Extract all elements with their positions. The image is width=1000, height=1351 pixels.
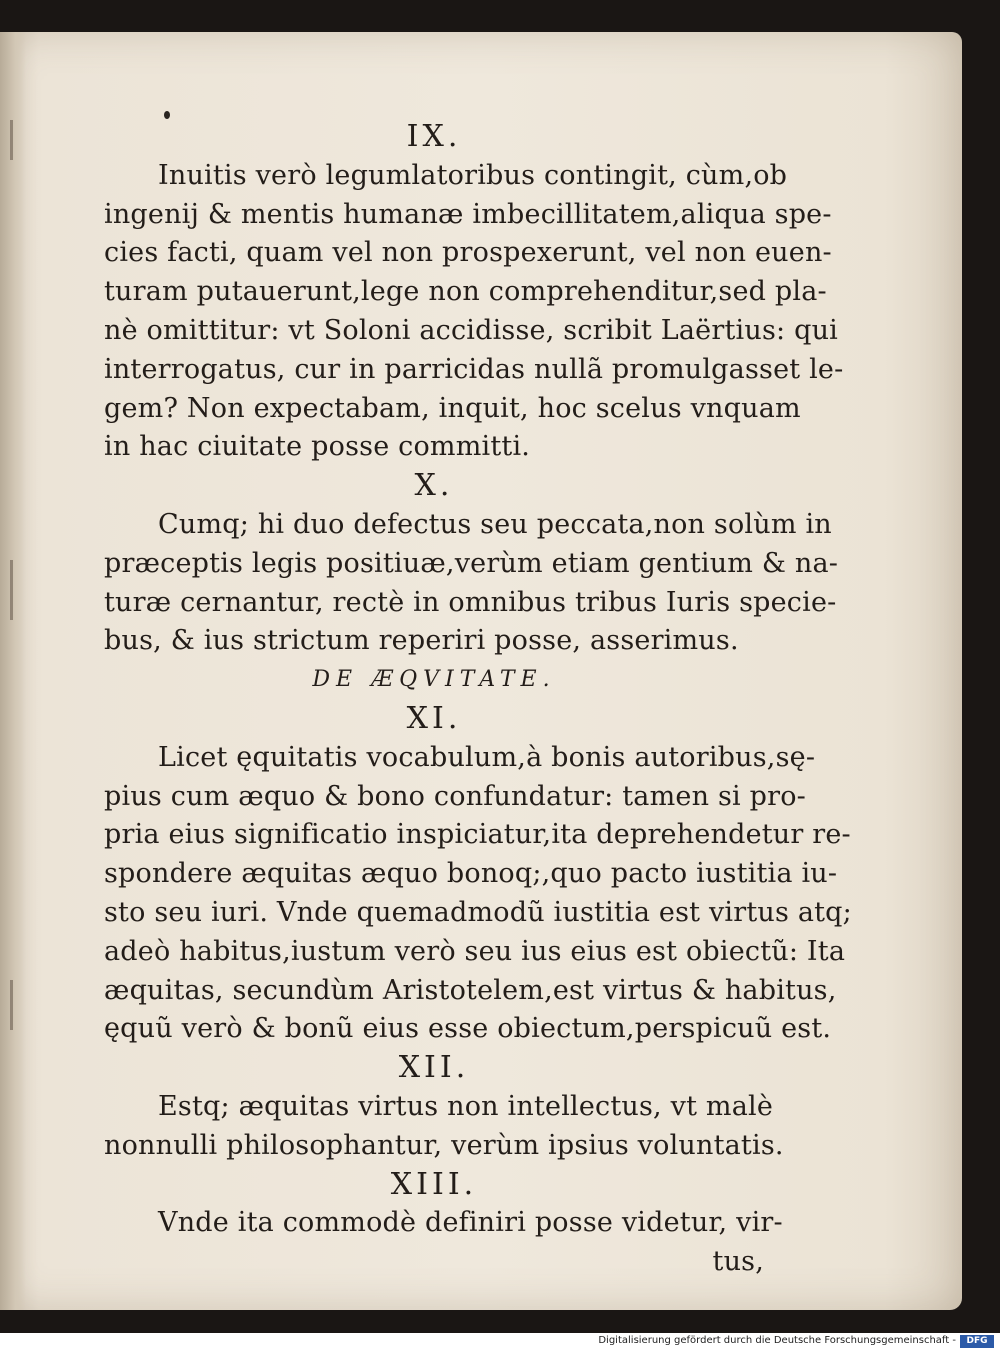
text-line: ęquũ verò & bonũ eius esse obiectum,perspicuũ est. xyxy=(104,1013,832,1045)
dfg-logo: DFG xyxy=(960,1335,994,1348)
chapter-title: DE ÆQVITATE. xyxy=(312,667,556,693)
section-heading: X. xyxy=(414,468,454,504)
text-line: in hac ciuitate posse committi. xyxy=(104,431,531,463)
section-heading: IX. xyxy=(406,119,462,154)
text-line: interrogatus, cur in parricidas nullã promulgasset le- xyxy=(104,353,844,385)
text-line: cies facti, quam vel non prospexerunt, vel non euen- xyxy=(104,237,832,269)
text-line: nonnulli philosophantur, verùm ipsius voluntatis. xyxy=(104,1129,784,1161)
binding-stitch xyxy=(10,560,13,620)
section-heading: XIII. xyxy=(390,1166,478,1202)
page-text xyxy=(104,118,852,1282)
catchword: tus, xyxy=(712,1246,764,1278)
text-line: gem? Non expectabam, inquit, hoc scelus vnquam xyxy=(104,392,801,424)
text-line: spondere æquitas æquo bonoq;,quo pacto iustitia iu- xyxy=(104,858,838,890)
text-line: Inuitis verò legumlatoribus contingit, cùm,ob xyxy=(158,159,788,191)
text-line: sto seu iuri. Vnde quemadmodũ iustitia est virtus atq; xyxy=(104,896,852,928)
text-line: turam putauerunt,lege non comprehenditur,sed pla- xyxy=(104,276,827,308)
text-line: præceptis legis positiuæ,verùm etiam gentium & na- xyxy=(104,547,839,579)
text-line: adeò habitus,iustum verò seu ius eius est obiectũ: Ita xyxy=(104,935,846,967)
text-line: Estq; æquitas virtus non intellectus, vt malè xyxy=(158,1090,774,1122)
text-line: Cumq; hi duo defectus seu peccata,non solùm in xyxy=(158,508,832,540)
footer-bar xyxy=(0,1333,1000,1351)
section-heading: XI. xyxy=(406,700,462,736)
text-line: ingenij & mentis humanæ imbecillitatem,aliqua spe- xyxy=(104,198,832,230)
text-line: turæ cernantur, rectè in omnibus tribus Iuris specie- xyxy=(104,586,837,618)
text-line: Vnde ita commodè definiri posse videtur, vir- xyxy=(158,1207,783,1239)
binding-stitch xyxy=(10,120,13,160)
text-line: nè omittitur: vt Soloni accidisse, scribit Laërtius: qui xyxy=(104,314,838,346)
digitization-credit: Digitalisierung gefördert durch die Deutsche Forschungsgemeinschaft - xyxy=(598,1335,956,1346)
text-line: bus, & ius strictum reperiri posse, asserimus. xyxy=(104,625,739,657)
text-line: pria eius significatio inspiciatur,ita deprehendetur re- xyxy=(104,819,851,851)
binding-stitch xyxy=(10,980,13,1030)
text-line: æquitas, secundùm Aristotelem,est virtus & habitus, xyxy=(104,974,837,1006)
text-line: Licet ęquitatis vocabulum,à bonis autoribus,sę- xyxy=(158,741,816,773)
text-line: pius cum æquo & bono confundatur: tamen si pro- xyxy=(104,780,806,812)
binding-gutter xyxy=(0,32,26,1310)
section-heading: XII. xyxy=(398,1050,470,1086)
